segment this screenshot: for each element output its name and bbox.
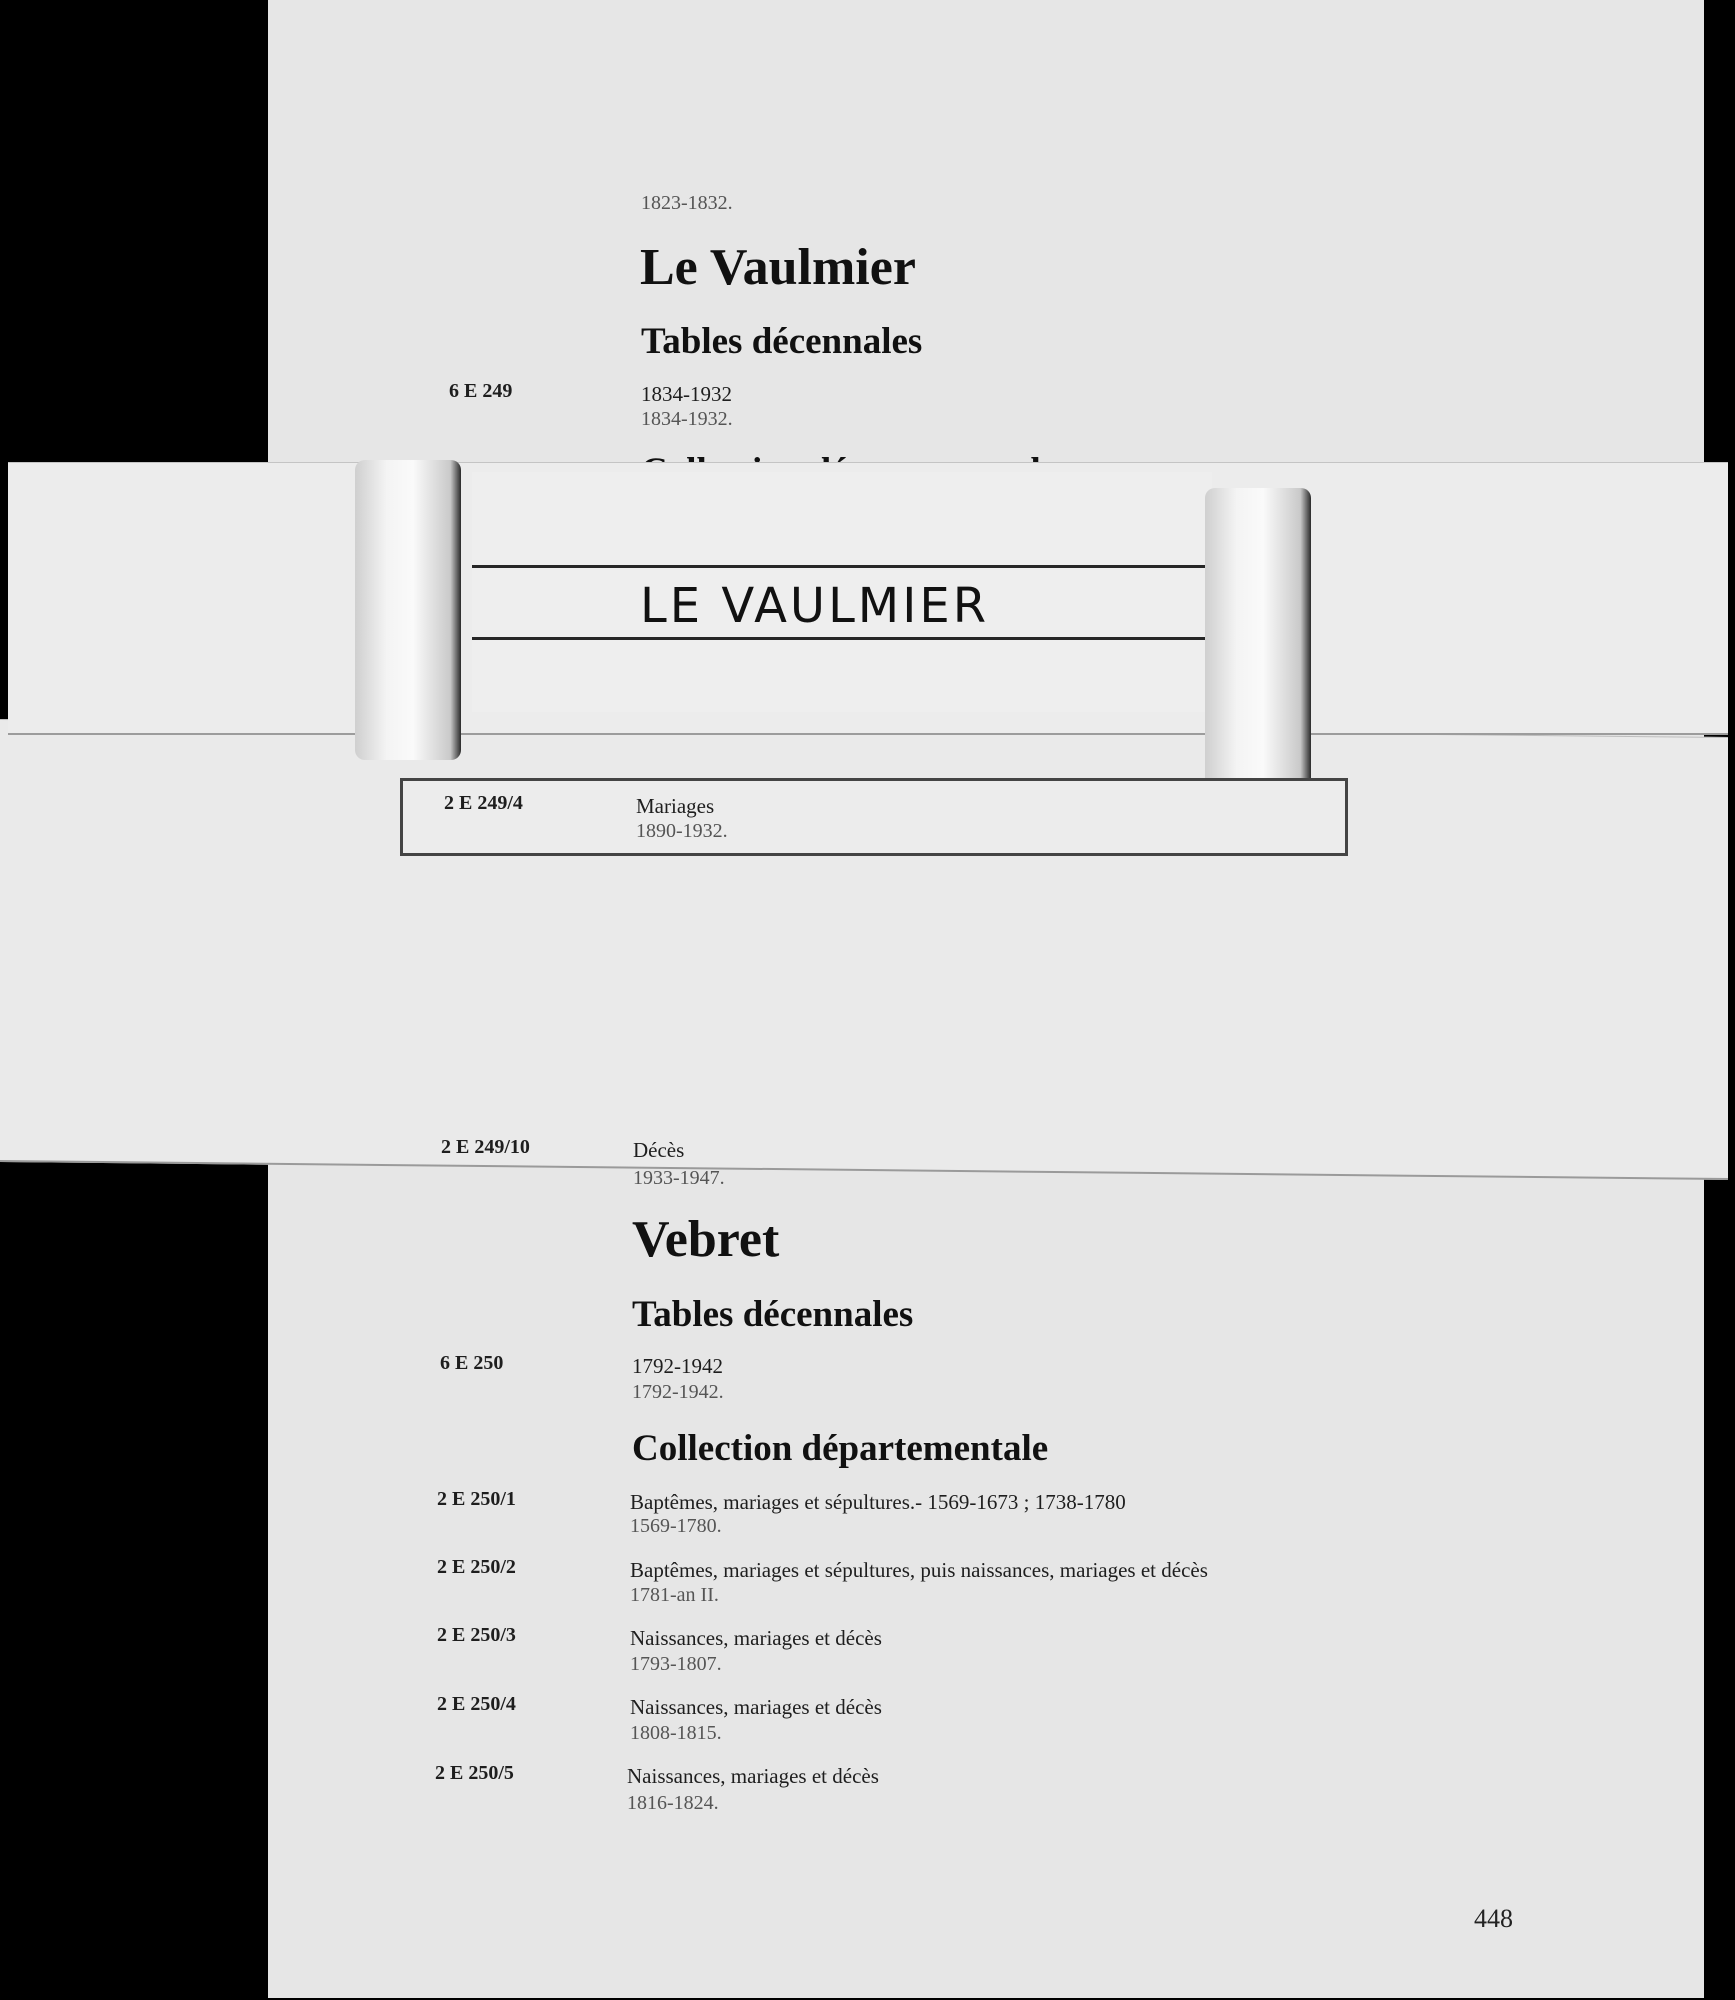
record-description: Naissances, mariages et décès <box>627 1764 879 1788</box>
folder-clip-right <box>1205 488 1311 788</box>
record-description: Baptêmes, mariages et sépultures, puis naissances, mariages et décès <box>630 1558 1208 1582</box>
record-code: 2 E 250/2 <box>437 1556 516 1578</box>
record-date: 1792-1942. <box>632 1381 724 1403</box>
record-date: 1781-an II. <box>630 1584 719 1606</box>
record-description: Naissances, mariages et décès <box>630 1626 882 1650</box>
record-description: Naissances, mariages et décès <box>630 1695 882 1719</box>
record-description: 1834-1932 <box>641 382 732 406</box>
label-rule-bottom <box>472 637 1232 640</box>
record-description: Baptêmes, mariages et sépultures.- 1569-1673 ; 1738-1780 <box>630 1490 1126 1514</box>
record-code: 2 E 249/10 <box>441 1136 530 1158</box>
record-code: 6 E 250 <box>440 1352 504 1374</box>
record-date: 1834-1932. <box>641 408 733 430</box>
record-date: 1890-1932. <box>636 820 728 842</box>
boxed-record <box>400 778 1348 856</box>
record-date: 1569-1780. <box>630 1515 722 1537</box>
record-code: 2 E 250/4 <box>437 1693 516 1715</box>
folder-label: LE VAULMIER <box>640 578 990 634</box>
record-date: 1808-1815. <box>630 1722 722 1744</box>
record-description: 1792-1942 <box>632 1354 723 1378</box>
record-code: 2 E 250/5 <box>435 1762 514 1784</box>
commune-heading-vebret: Vebret <box>632 1211 780 1268</box>
record-date: 1816-1824. <box>627 1792 719 1814</box>
page-number: 448 <box>1474 1904 1513 1933</box>
record-date: 1933-1947. <box>633 1167 725 1189</box>
record-code: 6 E 249 <box>449 380 513 402</box>
header-date: 1823-1832. <box>641 192 733 214</box>
record-description: Mariages <box>636 794 715 818</box>
folder-clip-left <box>355 460 461 760</box>
record-code: 2 E 250/3 <box>437 1624 516 1646</box>
commune-heading-le-vaulmier: Le Vaulmier <box>640 239 916 296</box>
record-date: 1793-1807. <box>630 1653 722 1675</box>
tables-decennales-heading: Tables décennales <box>641 321 923 362</box>
record-description: Décès <box>633 1138 685 1162</box>
label-rule-top <box>472 565 1232 568</box>
collection-heading: Collection départementale <box>632 1428 1049 1469</box>
record-code: 2 E 249/4 <box>444 792 523 814</box>
record-code: 2 E 250/1 <box>437 1488 516 1510</box>
tables-decennales-heading: Tables décennales <box>632 1294 914 1335</box>
